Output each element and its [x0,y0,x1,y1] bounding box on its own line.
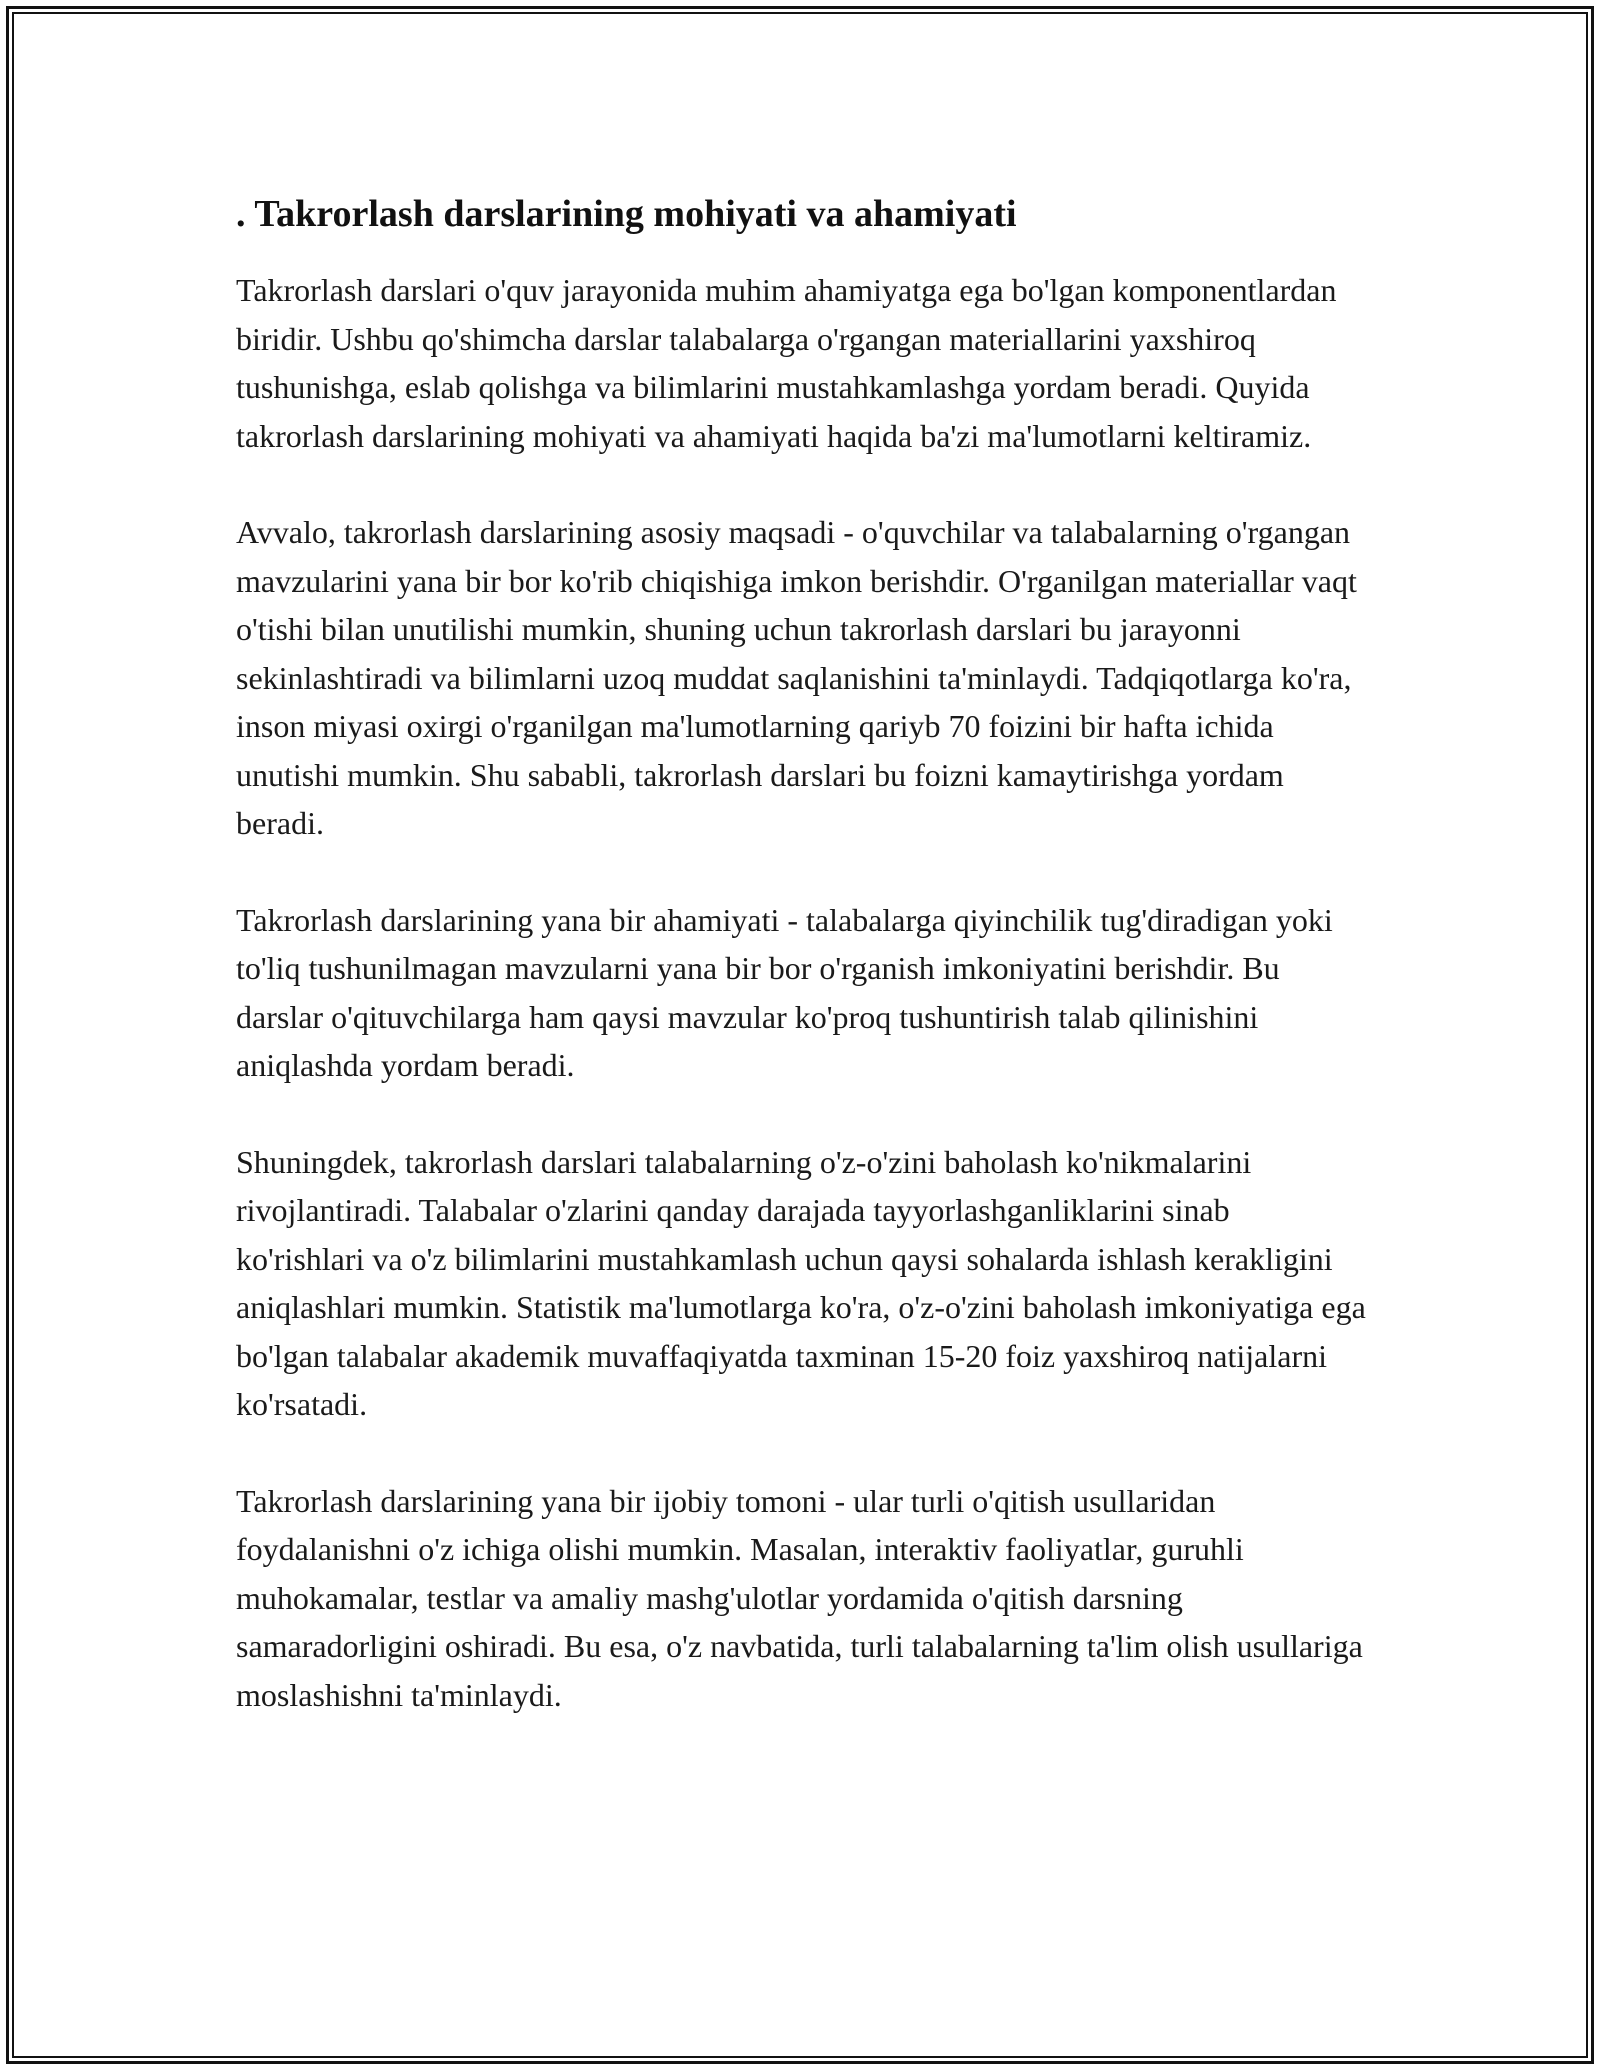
paragraph-teaching-methods: Takrorlash darslarining yana bir ijobiy tomoni - ular turli o'qitish usullaridan foydalanishni o'z ichiga olishi mumkin. Masalan, interaktiv faoliyatlar, guruhli muhokamalar, testlar va amaliy mashg'ulotlar yordamida o'qitish darsning samaradorligini oshiradi. Bu esa, o'z navbatida, turli talabalarning ta'lim olish usullariga moslashishni ta'minlaydi. [236,1482,1363,1713]
document-title: . Takrorlash darslarining mohiyati va ahamiyati [236,193,1017,235]
paragraph-main-purpose: Avvalo, takrorlash darslarining asosiy maqsadi - o'quvchilar va talabalarning o'rgangan mavzularini yana bir bor ko'rib chiqishiga imkon berishdir. O'rganilgan materiallar vaqt o'tishi bilan unutilishi mumkin, shuning uchun takrorlash darslari bu jarayonni sekinlashtiradi va bilimlarni uzoq muddat saqlanishini ta'minlaydi. Tadqiqotlarga ko'ra, inson miyasi oxirgi o'rganilgan ma'lumotlarning qariyb 70 foizini bir hafta ichida unutishi mumkin. Shu sababli, takrorlash darslari bu foizni kamaytirishga yordam beradi. [236,514,1357,841]
paragraph-difficult-topics: Takrorlash darslarining yana bir ahamiyati - talabalarga qiyinchilik tug'diradigan yoki to'liq tushunilmagan mavzularni yana bir bor o'rganish imkoniyatini berishdir. Bu darslar o'qituvchilarga ham qaysi mavzular ko'proq tushuntirish talab qilinishini aniqlashda yordam beradi. [236,901,1333,1083]
paragraph-self-assessment: Shuningdek, takrorlash darslari talabalarning o'z-o'zini baholash ko'nikmalarini rivojlantiradi. Talabalar o'zlarini qanday darajada tayyorlashganliklarini sinab ko'rishlari va o'z bilimlarini mustahkamlash uchun qaysi sohalarda ishlash kerakligini aniqlashlari mumkin. Statistik ma'lumotlarga ko'ra, o'z-o'zini baholash imkoniyatiga ega bo'lgan talabalar akademik muvaffaqiyatda taxminan 15-20 foiz yaxshiroq natijalarni ko'rsatadi. [236,1143,1366,1422]
document-body [236,186,1366,1719]
paragraph-intro: Takrorlash darslari o'quv jarayonida muhim ahamiyatga ega bo'lgan komponentlardan biridir. Ushbu qo'shimcha darslar talabalarga o'rgangan materiallarini yaxshiroq tushunishga, eslab qolishga va bilimlarini mustahkamlashga yordam beradi. Quyida takrorlash darslarining mohiyati va ahamiyati haqida ba'zi ma'lumotlarni keltiramiz. [236,272,1337,454]
